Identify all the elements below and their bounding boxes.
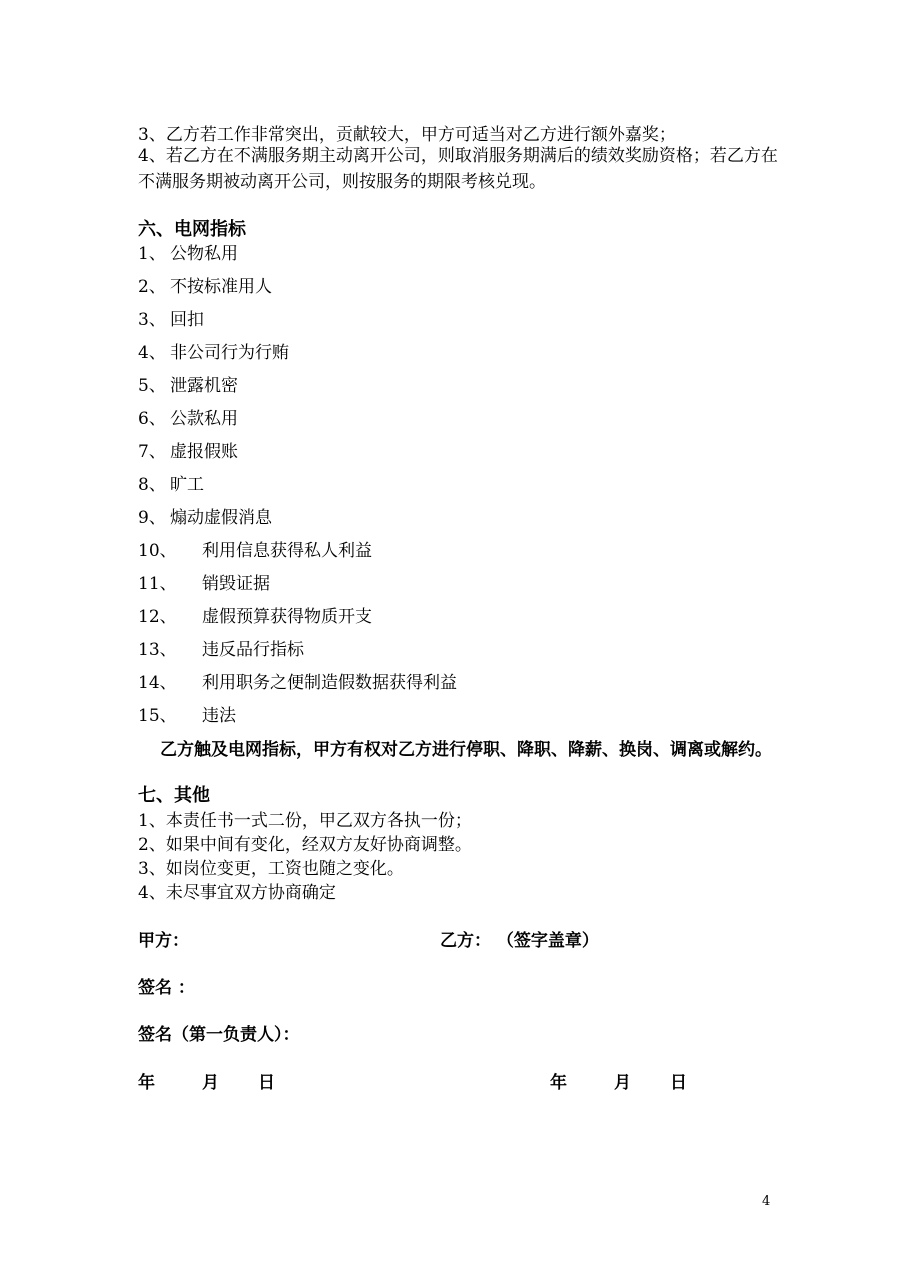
section6-item-text: 虚假预算获得物质开支	[202, 607, 372, 627]
section7-item-3: 3、如岗位变更，工资也随之变化。	[138, 859, 404, 879]
section6-item-text: 违法	[202, 706, 236, 726]
date-left-day: 日	[258, 1073, 275, 1093]
section6-item-number: 6、	[138, 409, 166, 429]
section6-item-text: 利用信息获得私人利益	[202, 541, 372, 561]
party-b-label: 乙方： （签字盖章）	[440, 931, 599, 951]
section6-item-text: 虚报假账	[170, 442, 238, 462]
section6-item-number: 11、	[138, 574, 177, 594]
section6-item-text: 利用职务之便制造假数据获得利益	[202, 673, 457, 693]
section7-heading: 七、其他	[138, 785, 210, 806]
section6-item-text: 泄露机密	[170, 376, 238, 396]
section5-item-3: 3、乙方若工作非常突出，贡献较大，甲方可适当对乙方进行额外嘉奖；	[138, 125, 676, 145]
date-left-month: 月	[202, 1073, 219, 1093]
section6-item-number: 3、	[138, 310, 166, 330]
section6-item-number: 14、	[138, 673, 177, 693]
section6-item-number: 7、	[138, 442, 166, 462]
section7-item-1: 1、本责任书一式二份，甲乙双方各执一份；	[138, 811, 472, 831]
section6-item-text: 煽动虚假消息	[170, 508, 272, 528]
section6-item-number: 13、	[138, 640, 177, 660]
section6-item-text: 不按标准用人	[170, 277, 272, 297]
signature-label: 签名 ：	[138, 978, 195, 998]
section6-item-text: 公款私用	[170, 409, 238, 429]
date-right-month: 月	[614, 1073, 631, 1093]
section6-item-number: 4、	[138, 343, 166, 363]
section6-item-text: 回扣	[170, 310, 204, 330]
section6-item-text: 违反品行指标	[202, 640, 304, 660]
section6-item-text: 非公司行为行贿	[170, 343, 289, 363]
party-a-label: 甲方：	[138, 931, 189, 951]
section6-item-text: 公物私用	[170, 244, 238, 264]
section6-item-number: 10、	[138, 541, 177, 561]
section6-item-number: 5、	[138, 376, 166, 396]
section6-item-number: 15、	[138, 706, 177, 726]
page-number: 4	[762, 1194, 771, 1209]
section6-heading: 六、电网指标	[138, 219, 246, 240]
section7-item-2: 2、如果中间有变化，经双方友好协商调整。	[138, 835, 472, 855]
section6-item-number: 9、	[138, 508, 166, 528]
date-right-day: 日	[670, 1073, 687, 1093]
section6-item-number: 8、	[138, 475, 166, 495]
leader-signature-label: 签名（第一负责人）：	[138, 1025, 300, 1045]
section6-item-number: 12、	[138, 607, 177, 627]
section6-conclusion: 乙方触及电网指标，甲方有权对乙方进行停职、降职、降薪、换岗、调离或解约。	[160, 740, 772, 760]
section6-item-text: 销毁证据	[202, 574, 270, 594]
section6-item-number: 2、	[138, 277, 166, 297]
date-right-year: 年	[550, 1073, 567, 1093]
section6-item-number: 1、	[138, 244, 166, 264]
section6-item-text: 旷工	[170, 475, 204, 495]
date-left-year: 年	[138, 1073, 155, 1093]
section7-item-4: 4、未尽事宜双方协商确定	[138, 883, 336, 903]
section5-item-4: 4、若乙方在不满服务期主动离开公司，则取消服务期满后的绩效奖励资格；若乙方在不满服务期被动离开公司，则按服务的期限考核兑现。	[138, 146, 778, 192]
